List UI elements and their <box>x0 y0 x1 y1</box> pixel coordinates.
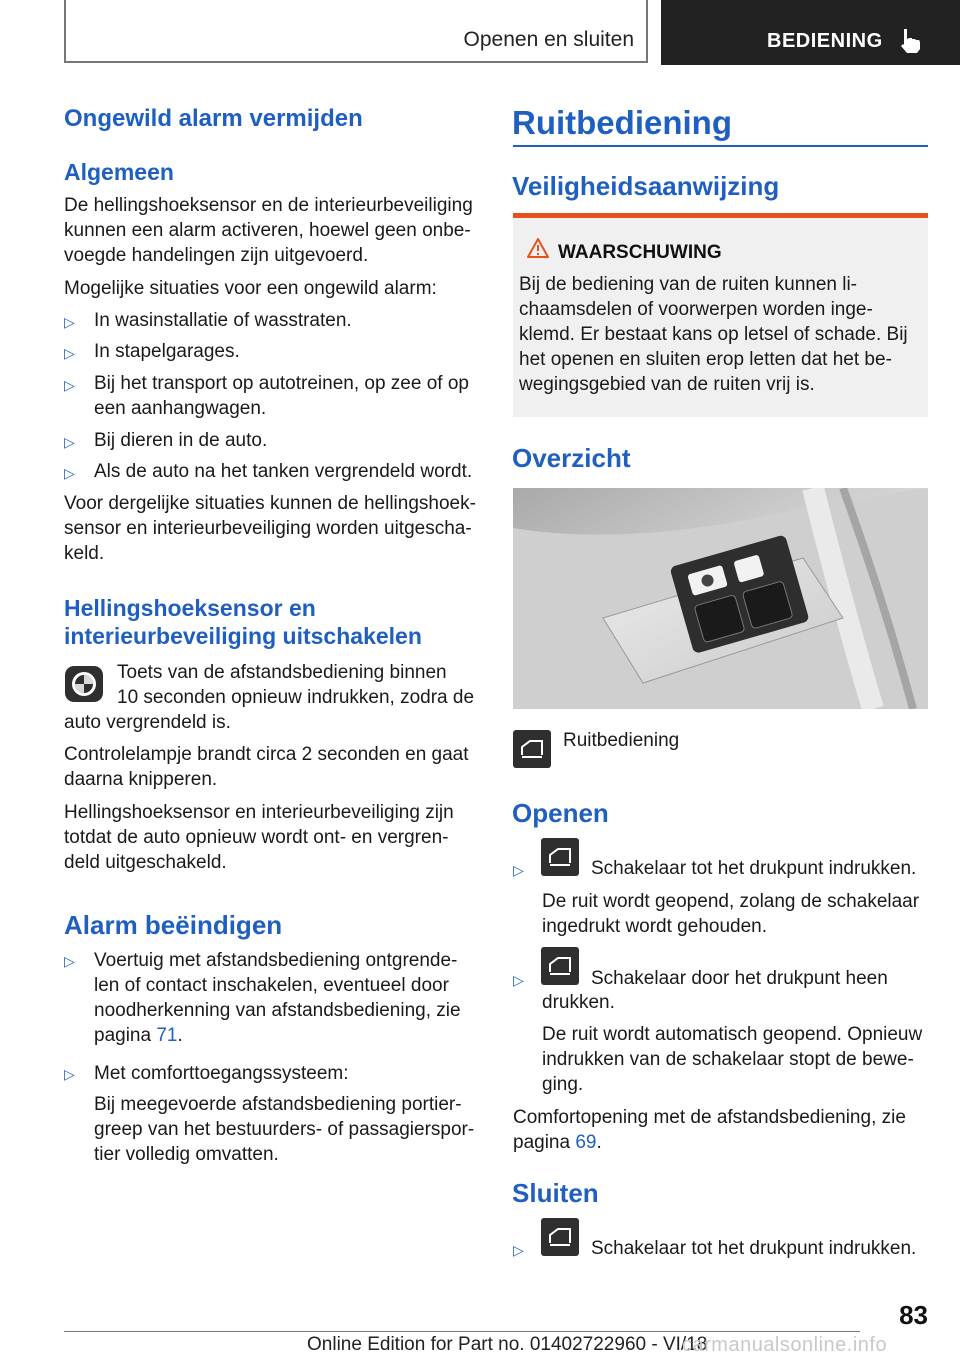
footer-rule <box>64 1331 860 1332</box>
window-switch-photo <box>513 488 928 709</box>
chapter-label: BEDIENING <box>767 30 883 52</box>
bullet-icon: ▷ <box>64 465 75 481</box>
open-item-body: De ruit wordt automatisch geopend. Opnieuw indrukken van de schakelaar stopt de bewe- ging. <box>542 1024 923 1095</box>
heading-overview: Overzicht <box>512 443 631 473</box>
bullet-icon: ▷ <box>513 972 524 988</box>
warning-triangle-icon <box>527 238 549 258</box>
list-item: Voertuig met afstandsbediening ontgrende- len of contact inschakelen, eventueel door noodherkenning van afstandsbediening, zie pagina 71. <box>94 950 461 1046</box>
window-switch-icon <box>513 730 551 768</box>
page-number: 83 <box>899 1300 928 1330</box>
bullet-icon: ▷ <box>64 377 75 393</box>
bullet-icon: ▷ <box>64 1066 75 1082</box>
edition-text: Online Edition for Part no. 01402722960 - VI/18 <box>307 1334 708 1355</box>
warning-body: Bij de bediening van de ruiten kunnen li- chaamsdelen of voorwerpen worden inge- klemd. Er bestaat kans op letsel of schade. Bij het openen en sluiten erop letten dat het be- wegingsgebied van de ruiten vrij is. <box>519 274 908 395</box>
window-switch-icon <box>541 1218 579 1256</box>
heading-window-control: Ruitbediening <box>512 104 732 141</box>
page-link-71[interactable]: 71 <box>156 1025 178 1046</box>
bullet-icon: ▷ <box>64 314 75 330</box>
list-item: Met comforttoegangssysteem: Bij meegevoerde afstandsbediening portier- greep van het bestuurders- of passagierspor- tier volledig omvatten. <box>94 1063 475 1165</box>
paragraph-indicator: Controlelampje brandt circa 2 seconden en gaat daarna knipperen. <box>64 744 469 790</box>
chapter-tab <box>661 0 960 65</box>
heading-rule <box>513 145 928 147</box>
warning-box <box>513 218 928 417</box>
pointing-hand-icon <box>895 26 925 56</box>
heading-unwanted-alarm: Ongewild alarm vermijden <box>64 105 363 132</box>
list-item: Bij het transport op autotreinen, op zee of op een aanhangwagen. <box>94 373 469 419</box>
heading-end-alarm: Alarm beëindigen <box>64 910 283 940</box>
paragraph-disabled-until: Hellingshoeksensor en interieurbeveiliging zijn totdat de auto opnieuw wordt ont- en vergren- deld uitgeschakeld. <box>64 802 454 873</box>
heading-disable-sensor: Hellingshoeksensor en interieurbeveiliging uitschakelen <box>64 595 422 649</box>
watermark: carmanualsonline.info <box>682 1334 888 1356</box>
heading-general: Algemeen <box>64 159 174 185</box>
paragraph-disable-note: Voor dergelijke situaties kunnen de hellingshoek- sensor en interieurbeveiliging worden uitgescha- keld. <box>64 493 476 564</box>
paragraph-intro: De hellingshoeksensor en de interieurbeveiliging kunnen een alarm activeren, hoewel geen onbe- voegde handelingen zijn uitgevoerd. <box>64 195 473 266</box>
remote-key-icon <box>64 664 104 704</box>
heading-safety: Veiligheidsaanwijzing <box>512 171 780 201</box>
open-item-title-cont: drukken. <box>542 992 615 1013</box>
bullet-icon: ▷ <box>64 434 75 450</box>
bullet-icon: ▷ <box>64 345 75 361</box>
bullet-icon: ▷ <box>513 1242 524 1258</box>
bullet-icon: ▷ <box>64 953 75 969</box>
close-item-title: Schakelaar tot het drukpunt indrukken. <box>591 1238 917 1259</box>
paragraph-press-key-cont: auto vergrendeld is. <box>64 712 231 733</box>
heading-close: Sluiten <box>512 1178 599 1208</box>
list-item: Bij dieren in de auto. <box>94 430 268 451</box>
paragraph-comfort-opening: Comfortopening met de afstandsbediening, zie pagina 69. <box>513 1107 906 1153</box>
list-item: In wasinstallatie of wasstraten. <box>94 310 352 331</box>
open-item-title: Schakelaar door het drukpunt heen <box>591 968 888 989</box>
paragraph-situations: Mogelijke situaties voor een ongewild alarm: <box>64 278 437 299</box>
window-switch-icon <box>541 947 579 985</box>
bullet-icon: ▷ <box>513 862 524 878</box>
warning-title: WAARSCHUWING <box>558 242 722 263</box>
list-item: Als de auto na het tanken vergrendeld wordt. <box>94 461 473 482</box>
open-item-title: Schakelaar tot het drukpunt indrukken. <box>591 858 917 879</box>
list-item: In stapelgarages. <box>94 341 240 362</box>
heading-open: Openen <box>512 798 609 828</box>
open-item-body: De ruit wordt geopend, zolang de schakelaar ingedrukt wordt gehouden. <box>542 891 920 937</box>
photo-caption: Ruitbediening <box>563 730 680 751</box>
section-title: Openen en sluiten <box>463 28 634 51</box>
paragraph-press-key: Toets van de afstandsbediening binnen 10 seconden opnieuw indrukken, zodra de <box>117 662 475 708</box>
window-switch-icon <box>541 838 579 876</box>
page-link-69[interactable]: 69 <box>575 1132 597 1153</box>
